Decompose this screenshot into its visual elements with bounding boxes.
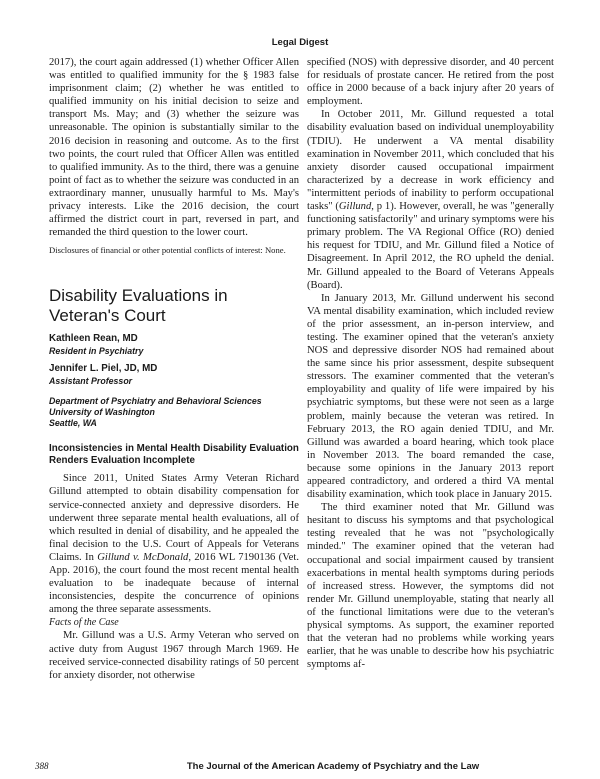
right-p2-text-a: In October 2011, Mr. Gillund requested a total disability evaluation based on individual unemployability (TDIU). He underwent a VA mental disability examination in November 2011, which concluded that his anxiety disorder caused occupational impairment characterized by a decrease in work efficiency and "intermittent periods of inability to perform occupational tasks" (: [307, 109, 554, 213]
right-p2-text-b: , p 1). However, overall, he was "generally functioning satisfactorily" and urinary symptoms were his primary problem. The VA Regional Office (RO) denied his request for TDIU, and Mr. Gillund filed a Notice of Disagreement. In April 2012, the RO upheld the denial. Mr. Gillund appealed to the Board of Veterans Appeals (Board).: [307, 201, 554, 291]
running-header: Legal Digest: [271, 37, 329, 48]
intro-text-a: Since 2011, United States Army Veteran Richard Gillund attempted to obtain disability compensation for service-connected anxiety and depressive disorders. He underwent three separate mental health evaluations, all of which resulted in denial of disability, and he appealed the final decision to the U.S. Court of Appeals for Veterans Claims. In: [49, 473, 299, 563]
facts-paragraph: Mr. Gillund was a U.S. Army Veteran who served on active duty from August 1967 through March 1969. He received service-connected disability ratings of 50 percent for anxiety disorder, not otherwise: [49, 630, 299, 681]
disclosure-note: Disclosures of financial or other potential conflicts of interest: None.: [49, 245, 286, 256]
affiliation-city: Seattle, WA: [49, 418, 97, 429]
left-column: [49, 56, 299, 682]
author-2-name: Jennifer L. Piel, JD, MD: [49, 363, 158, 375]
right-paragraph-2: [307, 108, 554, 291]
article-title: Disability Evaluations in Veteran's Court: [49, 286, 228, 326]
right-column: [307, 56, 554, 671]
affiliation-university: University of Washington: [49, 407, 155, 418]
affiliation-department: Department of Psychiatry and Behavioral Sciences: [49, 396, 262, 407]
right-paragraph-3: In January 2013, Mr. Gillund underwent his second VA mental disability examination, which included review of the prior assessment, an in-person interview, and testing. The examiner opined that the veteran's anxiety NOS and depressive disorder NOS had remained about the same since his prior assessment, despite subsequent stressors. The examiner commented that the veteran's employability and quality of life were impaired by his psychiatric symptoms, but these were not seen as a large problem, mainly because the veteran was retired. In February 2013, the RO again denied TDIU, and Mr. Gillund was awarded a board hearing, which took place in November 2013. The board remanded the case, because some opinions in the January 2013 report appeared contradictory, and ordered a third VA mental disability examination, which took place in January 2015.: [307, 292, 554, 501]
right-paragraph-1: specified (NOS) with depressive disorder, and 40 percent for residuals of prostate cancer. He retired from the post office in 2000 because of a back injury after 20 years of employment.: [307, 57, 554, 108]
author-1-name: Kathleen Rean, MD: [49, 333, 138, 345]
page-number: 388: [35, 761, 49, 771]
author-1-role: Resident in Psychiatry: [49, 346, 144, 357]
journal-name: The Journal of the American Academy of Psychiatry and the Law: [186, 761, 480, 772]
intro-text-b: , 2016 WL 7190136 (Vet. App. 2016), the court found the most recent mental health evaluation to be inadequate because of internal inconsistencies, despite the concurrence of opinions among the three separate assessments.: [49, 551, 299, 616]
intro-paragraph: [49, 472, 299, 616]
continuation-paragraph: 2017), the court again addressed (1) whether Officer Allen was entitled to qualified immunity for the § 1983 false imprisonment claim; (2) whether he was entitled to qualified immunity on his initial decision to seize and transport Ms. May; and (3) whether the seizure was unreasonable. The opinion is substantially similar to the 2016 decision in reasoning and outcome. As to the first two points, the court ruled that Officer Allen was entitled to qualified immunity. As to the third, there was a genuine point of fact as to whether the seizure was conducted in an extraordinary manner, unusually harmful to Ms. May's privacy interests. Like the 2016 decision, the court affirmed the district court in part, reversed in part, and remanded the third question to the lower court.: [49, 57, 299, 239]
author-2-role: Assistant Professor: [49, 376, 133, 387]
citation-gillund: Gillund: [338, 201, 372, 213]
facts-subheading: Facts of the Case: [49, 617, 119, 629]
section-heading: Inconsistencies in Mental Health Disability Evaluation Renders Evaluation Incomplete: [49, 443, 299, 467]
case-name: Gillund v. McDonald: [97, 551, 189, 563]
right-paragraph-4: The third examiner noted that Mr. Gillund was hesitant to discuss his symptoms and that psychological testing revealed that he was not "psychologically minded." The examiner opined that the veteran had occupational and social impairment caused by transient exacerbations in mental health symptoms during periods of increased stress. However, the symptoms did not render Mr. Gillund unemployable, stating that nearly all of the functional limitations were due to the veteran's physical symptoms. As support, the examiner reported that the veteran had no problems while working years earlier, that he was unable to describe how his psychiatric symptoms af-: [307, 502, 554, 671]
